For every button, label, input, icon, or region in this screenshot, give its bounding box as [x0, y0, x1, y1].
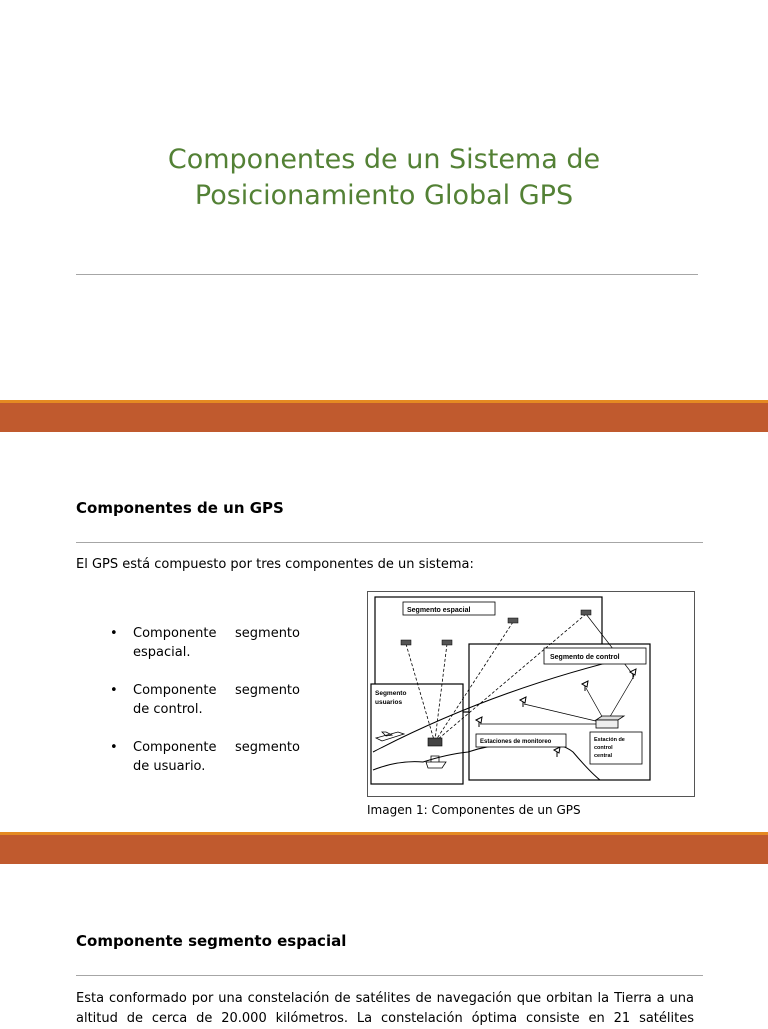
section-divider	[76, 542, 703, 543]
list-item	[110, 738, 300, 776]
label-segmento-usuarios-2: usuarios	[375, 699, 403, 706]
section-heading-espacial: Componente segmento espacial	[76, 932, 347, 950]
gps-diagram	[368, 592, 694, 796]
bullet-icon: •	[110, 740, 118, 755]
label-estacion-1: Estación de	[594, 737, 625, 743]
list-item-line2: de usuario.	[133, 759, 206, 774]
title-line-2: Posicionamiento Global GPS	[194, 180, 574, 211]
satellite-icon	[442, 640, 452, 645]
paragraph-line-1: Esta conformado por una constelación de satélites de navegación que orbitan la Tierra a una	[76, 991, 694, 1006]
title-line-1: Componentes de un Sistema de	[167, 144, 601, 175]
vehicle-icon	[428, 738, 442, 746]
list-item-line1: Componente segmento	[133, 740, 300, 755]
components-list	[110, 624, 300, 795]
list-item	[110, 681, 300, 719]
section-heading-componentes: Componentes de un GPS	[76, 499, 284, 517]
bullet-icon: •	[110, 626, 118, 641]
label-segmento-espacial: Segmento espacial	[407, 607, 471, 614]
label-estacion-3: central	[594, 753, 613, 759]
section-divider	[76, 975, 703, 976]
label-estacion-2: control	[594, 745, 613, 751]
gps-components-figure	[367, 591, 695, 797]
list-item-line1: Componente segmento	[133, 626, 300, 641]
list-item-line2: espacial.	[133, 645, 191, 660]
title-divider	[76, 274, 698, 275]
satellite-icon	[508, 618, 518, 623]
section-paragraph	[76, 989, 694, 1029]
label-segmento-usuarios-1: Segmento	[375, 690, 407, 697]
list-item	[110, 624, 300, 662]
figure-caption: Imagen 1: Componentes de un GPS	[367, 803, 581, 817]
satellite-icon	[401, 640, 411, 645]
page-title	[60, 142, 708, 214]
label-estaciones-monitoreo: Estaciones de monitoreo	[480, 739, 552, 745]
list-item-line1: Componente segmento	[133, 683, 300, 698]
satellite-icon	[581, 610, 591, 615]
label-segmento-control: Segmento de control	[550, 654, 620, 661]
paragraph-line-2: altitud de cerca de 20.000 kilómetros. La constelación óptima consiste en 21 satélites	[76, 1011, 694, 1026]
intro-text: El GPS está compuesto por tres componentes de un sistema:	[76, 557, 474, 572]
slide-separator-band	[0, 832, 768, 864]
list-item-line2: de control.	[133, 702, 203, 717]
slide-separator-band	[0, 400, 768, 432]
bullet-icon: •	[110, 683, 118, 698]
